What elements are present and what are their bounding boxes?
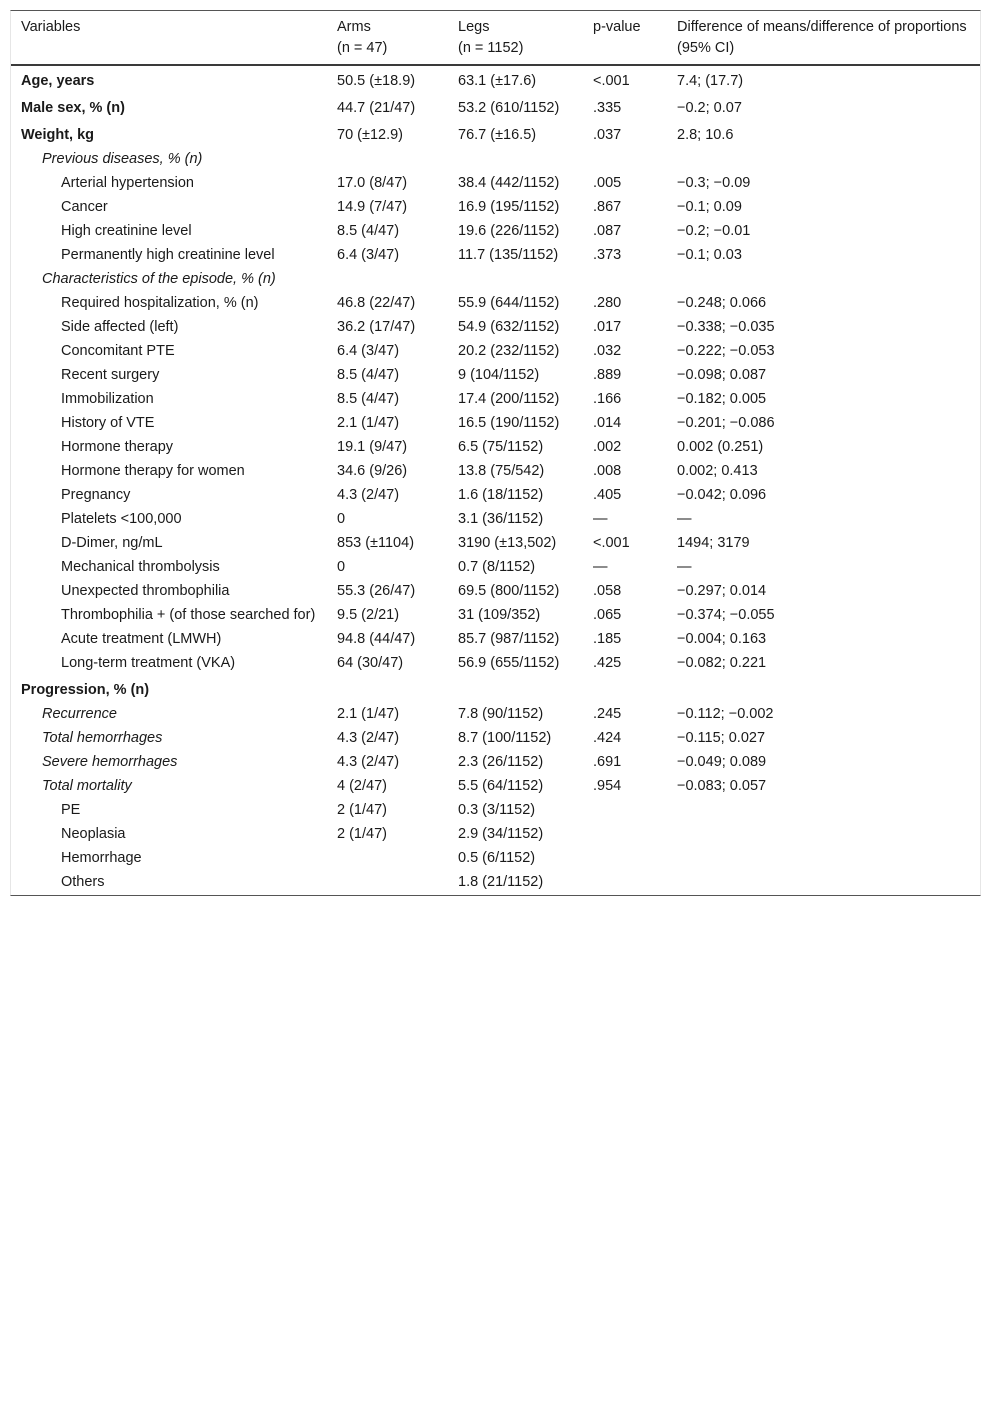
row-legs: 38.4 (442/1152) — [458, 175, 560, 191]
header-legs-n: (n = 1152) — [458, 40, 524, 56]
row-pvalue — [583, 798, 667, 822]
row-difference — [667, 798, 980, 822]
row-difference: −0.3; −0.09 — [677, 175, 751, 191]
row-difference: −0.112; −0.002 — [677, 706, 774, 722]
row-pvalue — [583, 267, 667, 291]
row-label: Cancer — [61, 199, 108, 215]
row-pvalue: .335 — [593, 100, 622, 116]
row-pvalue: .280 — [593, 295, 622, 311]
row-difference: −0.083; 0.057 — [677, 778, 767, 794]
row-legs: 55.9 (644/1152) — [458, 295, 560, 311]
row-legs — [448, 267, 583, 291]
row-legs: 2.9 (34/1152) — [458, 826, 544, 842]
table-row — [11, 291, 980, 315]
row-difference: −0.042; 0.096 — [677, 487, 767, 503]
row-difference: −0.098; 0.087 — [677, 367, 767, 383]
row-pvalue: .065 — [593, 607, 622, 623]
row-label: Thrombophilia + (of those searched for) — [61, 607, 316, 623]
table-body — [11, 65, 980, 894]
row-legs: 1.8 (21/1152) — [458, 874, 544, 890]
row-legs: 0.5 (6/1152) — [458, 850, 536, 866]
row-label: Platelets <100,000 — [61, 511, 182, 527]
header-difference: Difference of means/difference of proportions (95% CI) — [667, 12, 980, 65]
header-pvalue: p-value — [583, 12, 667, 65]
row-difference: — — [677, 511, 692, 527]
table-row — [11, 243, 980, 267]
row-pvalue: .867 — [593, 199, 622, 215]
row-difference: −0.1; 0.03 — [677, 247, 742, 263]
row-label: Severe hemorrhages — [42, 754, 178, 770]
row-arms — [327, 147, 448, 171]
table-row — [11, 267, 980, 291]
row-label: Required hospitalization, % (n) — [61, 295, 259, 311]
row-legs: 56.9 (655/1152) — [458, 655, 560, 671]
row-pvalue: .424 — [593, 730, 622, 746]
row-label: Male sex, % (n) — [21, 100, 125, 116]
row-label: History of VTE — [61, 415, 155, 431]
row-arms: 9.5 (2/21) — [337, 607, 400, 623]
results-table — [11, 12, 980, 894]
row-arms: 64 (30/47) — [337, 655, 404, 671]
row-difference: −0.201; −0.086 — [677, 415, 775, 431]
row-pvalue: .405 — [593, 487, 622, 503]
row-label: Mechanical thrombolysis — [61, 559, 220, 575]
row-arms: 8.5 (4/47) — [337, 367, 400, 383]
row-legs: 63.1 (±17.6) — [458, 73, 537, 89]
table-row — [11, 195, 980, 219]
row-pvalue: — — [593, 511, 608, 527]
row-arms: 4 (2/47) — [337, 778, 387, 794]
table-row — [11, 315, 980, 339]
table-row — [11, 411, 980, 435]
row-label: Neoplasia — [61, 826, 126, 842]
row-arms: 4.3 (2/47) — [337, 487, 400, 503]
table-row — [11, 531, 980, 555]
row-legs: 17.4 (200/1152) — [458, 391, 560, 407]
row-difference: −0.049; 0.089 — [677, 754, 767, 770]
row-difference: 0.002; 0.413 — [677, 463, 758, 479]
header-arms — [327, 12, 448, 65]
row-pvalue: .037 — [593, 127, 622, 143]
row-label: Immobilization — [61, 391, 154, 407]
table-row — [11, 483, 980, 507]
row-difference: −0.2; −0.01 — [677, 223, 751, 239]
row-legs — [448, 147, 583, 171]
row-difference: 2.8; 10.6 — [677, 127, 734, 143]
row-pvalue: .087 — [593, 223, 622, 239]
row-legs — [448, 675, 583, 702]
row-arms: 0 — [337, 559, 346, 575]
row-pvalue — [583, 846, 667, 870]
row-label: Recent surgery — [61, 367, 160, 383]
row-label: Arterial hypertension — [61, 175, 194, 191]
row-arms: 46.8 (22/47) — [337, 295, 416, 311]
row-label: Total mortality — [42, 778, 132, 794]
row-label: Concomitant PTE — [61, 343, 175, 359]
row-difference: −0.082; 0.221 — [677, 655, 767, 671]
row-arms: 853 (±1104) — [337, 535, 415, 551]
row-label: Hormone therapy for women — [61, 463, 245, 479]
row-legs: 20.2 (232/1152) — [458, 343, 560, 359]
row-legs: 19.6 (226/1152) — [458, 223, 560, 239]
row-label: Acute treatment (LMWH) — [61, 631, 222, 647]
row-label: Age, years — [21, 73, 95, 89]
row-legs: 3.1 (36/1152) — [458, 511, 544, 527]
row-pvalue: — — [593, 559, 608, 575]
row-label: Pregnancy — [61, 487, 131, 503]
row-label: Recurrence — [42, 706, 117, 722]
table-row — [11, 435, 980, 459]
table-row — [11, 579, 980, 603]
row-legs: 53.2 (610/1152) — [458, 100, 560, 116]
row-pvalue: .014 — [593, 415, 622, 431]
row-pvalue: .373 — [593, 247, 622, 263]
header-variables: Variables — [11, 12, 327, 65]
row-pvalue: .002 — [593, 439, 622, 455]
row-pvalue — [583, 870, 667, 894]
row-legs: 1.6 (18/1152) — [458, 487, 544, 503]
row-arms: 6.4 (3/47) — [337, 247, 400, 263]
row-arms — [327, 870, 448, 894]
table-row — [11, 363, 980, 387]
row-label: Characteristics of the episode, % (n) — [42, 271, 276, 287]
row-legs: 0.3 (3/1152) — [458, 802, 536, 818]
table-row — [11, 339, 980, 363]
row-arms: 44.7 (21/47) — [337, 100, 416, 116]
row-difference: −0.338; −0.035 — [677, 319, 775, 335]
row-difference: −0.1; 0.09 — [677, 199, 742, 215]
row-arms: 14.9 (7/47) — [337, 199, 408, 215]
row-pvalue: .166 — [593, 391, 622, 407]
row-difference: −0.182; 0.005 — [677, 391, 767, 407]
row-arms: 0 — [337, 511, 346, 527]
row-arms: 2.1 (1/47) — [337, 706, 400, 722]
table-row — [11, 387, 980, 411]
row-arms: 17.0 (8/47) — [337, 175, 408, 191]
row-pvalue: .425 — [593, 655, 622, 671]
row-difference — [667, 846, 980, 870]
row-pvalue: .058 — [593, 583, 622, 599]
table-row — [11, 870, 980, 894]
row-pvalue — [583, 822, 667, 846]
row-pvalue — [583, 675, 667, 702]
row-difference: 1494; 3179 — [677, 535, 750, 551]
row-pvalue: .185 — [593, 631, 622, 647]
row-legs: 3190 (±13,502) — [458, 535, 557, 551]
table-row — [11, 627, 980, 651]
row-label: Progression, % (n) — [21, 682, 150, 698]
row-label: Long-term treatment (VKA) — [61, 655, 236, 671]
table-row — [11, 651, 980, 675]
row-legs: 31 (109/352) — [458, 607, 541, 623]
table-row — [11, 822, 980, 846]
row-difference: −0.115; 0.027 — [677, 730, 766, 746]
row-arms: 8.5 (4/47) — [337, 223, 400, 239]
row-label: High creatinine level — [61, 223, 192, 239]
row-label: D-Dimer, ng/mL — [61, 535, 163, 551]
row-difference — [667, 675, 980, 702]
row-pvalue: .005 — [593, 175, 622, 191]
row-difference: 7.4; (17.7) — [677, 73, 744, 89]
row-difference: −0.297; 0.014 — [677, 583, 767, 599]
row-arms: 2.1 (1/47) — [337, 415, 400, 431]
row-label: Others — [61, 874, 105, 890]
row-arms — [327, 846, 448, 870]
header-row — [11, 12, 980, 65]
row-arms — [327, 267, 448, 291]
table-row — [11, 93, 980, 120]
row-pvalue: .032 — [593, 343, 622, 359]
row-label: Side affected (left) — [61, 319, 179, 335]
row-legs: 9 (104/1152) — [458, 367, 540, 383]
row-difference: — — [677, 559, 692, 575]
row-arms: 2 (1/47) — [337, 826, 387, 842]
row-difference: 0.002 (0.251) — [677, 439, 764, 455]
row-legs: 11.7 (135/1152) — [458, 247, 559, 263]
row-difference — [667, 870, 980, 894]
row-pvalue: .889 — [593, 367, 622, 383]
row-legs: 69.5 (800/1152) — [458, 583, 560, 599]
row-pvalue: .017 — [593, 319, 622, 335]
table-row — [11, 726, 980, 750]
row-difference — [667, 147, 980, 171]
table-row — [11, 459, 980, 483]
table-row — [11, 846, 980, 870]
table-row — [11, 750, 980, 774]
row-arms: 34.6 (9/26) — [337, 463, 408, 479]
header-arms-n: (n = 47) — [337, 40, 388, 56]
row-legs: 8.7 (100/1152) — [458, 730, 552, 746]
row-pvalue: .008 — [593, 463, 622, 479]
row-arms: 8.5 (4/47) — [337, 391, 400, 407]
row-pvalue: <.001 — [593, 535, 630, 551]
row-legs: 7.8 (90/1152) — [458, 706, 544, 722]
table-row — [11, 147, 980, 171]
row-legs: 6.5 (75/1152) — [458, 439, 544, 455]
table-row — [11, 798, 980, 822]
row-label: Total hemorrhages — [42, 730, 163, 746]
row-arms: 4.3 (2/47) — [337, 730, 400, 746]
row-label: Weight, kg — [21, 127, 95, 143]
row-legs: 16.9 (195/1152) — [458, 199, 560, 215]
row-arms: 19.1 (9/47) — [337, 439, 408, 455]
row-legs: 13.8 (75/542) — [458, 463, 545, 479]
row-label: Hemorrhage — [61, 850, 142, 866]
row-legs: 0.7 (8/1152) — [458, 559, 536, 575]
table-row — [11, 702, 980, 726]
table-row — [11, 507, 980, 531]
row-arms: 50.5 (±18.9) — [337, 73, 416, 89]
row-difference: −0.2; 0.07 — [677, 100, 742, 116]
row-arms — [327, 675, 448, 702]
table-row — [11, 219, 980, 243]
row-arms: 36.2 (17/47) — [337, 319, 416, 335]
row-arms: 2 (1/47) — [337, 802, 387, 818]
table-row — [11, 774, 980, 798]
table-row — [11, 65, 980, 93]
header-legs-label: Legs — [458, 19, 490, 35]
table-row — [11, 603, 980, 627]
row-difference: −0.004; 0.163 — [677, 631, 767, 647]
row-difference — [667, 822, 980, 846]
row-label: PE — [61, 802, 81, 818]
row-arms: 70 (±12.9) — [337, 127, 403, 143]
row-arms: 55.3 (26/47) — [337, 583, 416, 599]
row-pvalue: .245 — [593, 706, 622, 722]
row-arms: 4.3 (2/47) — [337, 754, 400, 770]
header-arms-label: Arms — [337, 19, 371, 35]
table-row — [11, 555, 980, 579]
table-row — [11, 675, 980, 702]
row-difference: −0.374; −0.055 — [677, 607, 775, 623]
row-arms: 94.8 (44/47) — [337, 631, 416, 647]
header-legs — [448, 12, 583, 65]
row-legs: 2.3 (26/1152) — [458, 754, 544, 770]
row-pvalue — [583, 147, 667, 171]
row-label: Unexpected thrombophilia — [61, 583, 230, 599]
row-arms: 6.4 (3/47) — [337, 343, 400, 359]
row-difference: −0.222; −0.053 — [677, 343, 775, 359]
row-label: Hormone therapy — [61, 439, 174, 455]
row-label: Permanently high creatinine level — [61, 247, 275, 263]
row-legs: 16.5 (190/1152) — [458, 415, 560, 431]
row-legs: 54.9 (632/1152) — [458, 319, 560, 335]
row-label: Previous diseases, % (n) — [42, 151, 203, 167]
row-pvalue: .954 — [593, 778, 622, 794]
row-legs: 5.5 (64/1152) — [458, 778, 544, 794]
table-row — [11, 171, 980, 195]
row-pvalue: .691 — [593, 754, 622, 770]
row-difference: −0.248; 0.066 — [677, 295, 767, 311]
row-legs: 85.7 (987/1152) — [458, 631, 560, 647]
row-pvalue: <.001 — [593, 73, 630, 89]
row-difference — [667, 267, 980, 291]
row-legs: 76.7 (±16.5) — [458, 127, 537, 143]
table-row — [11, 120, 980, 147]
